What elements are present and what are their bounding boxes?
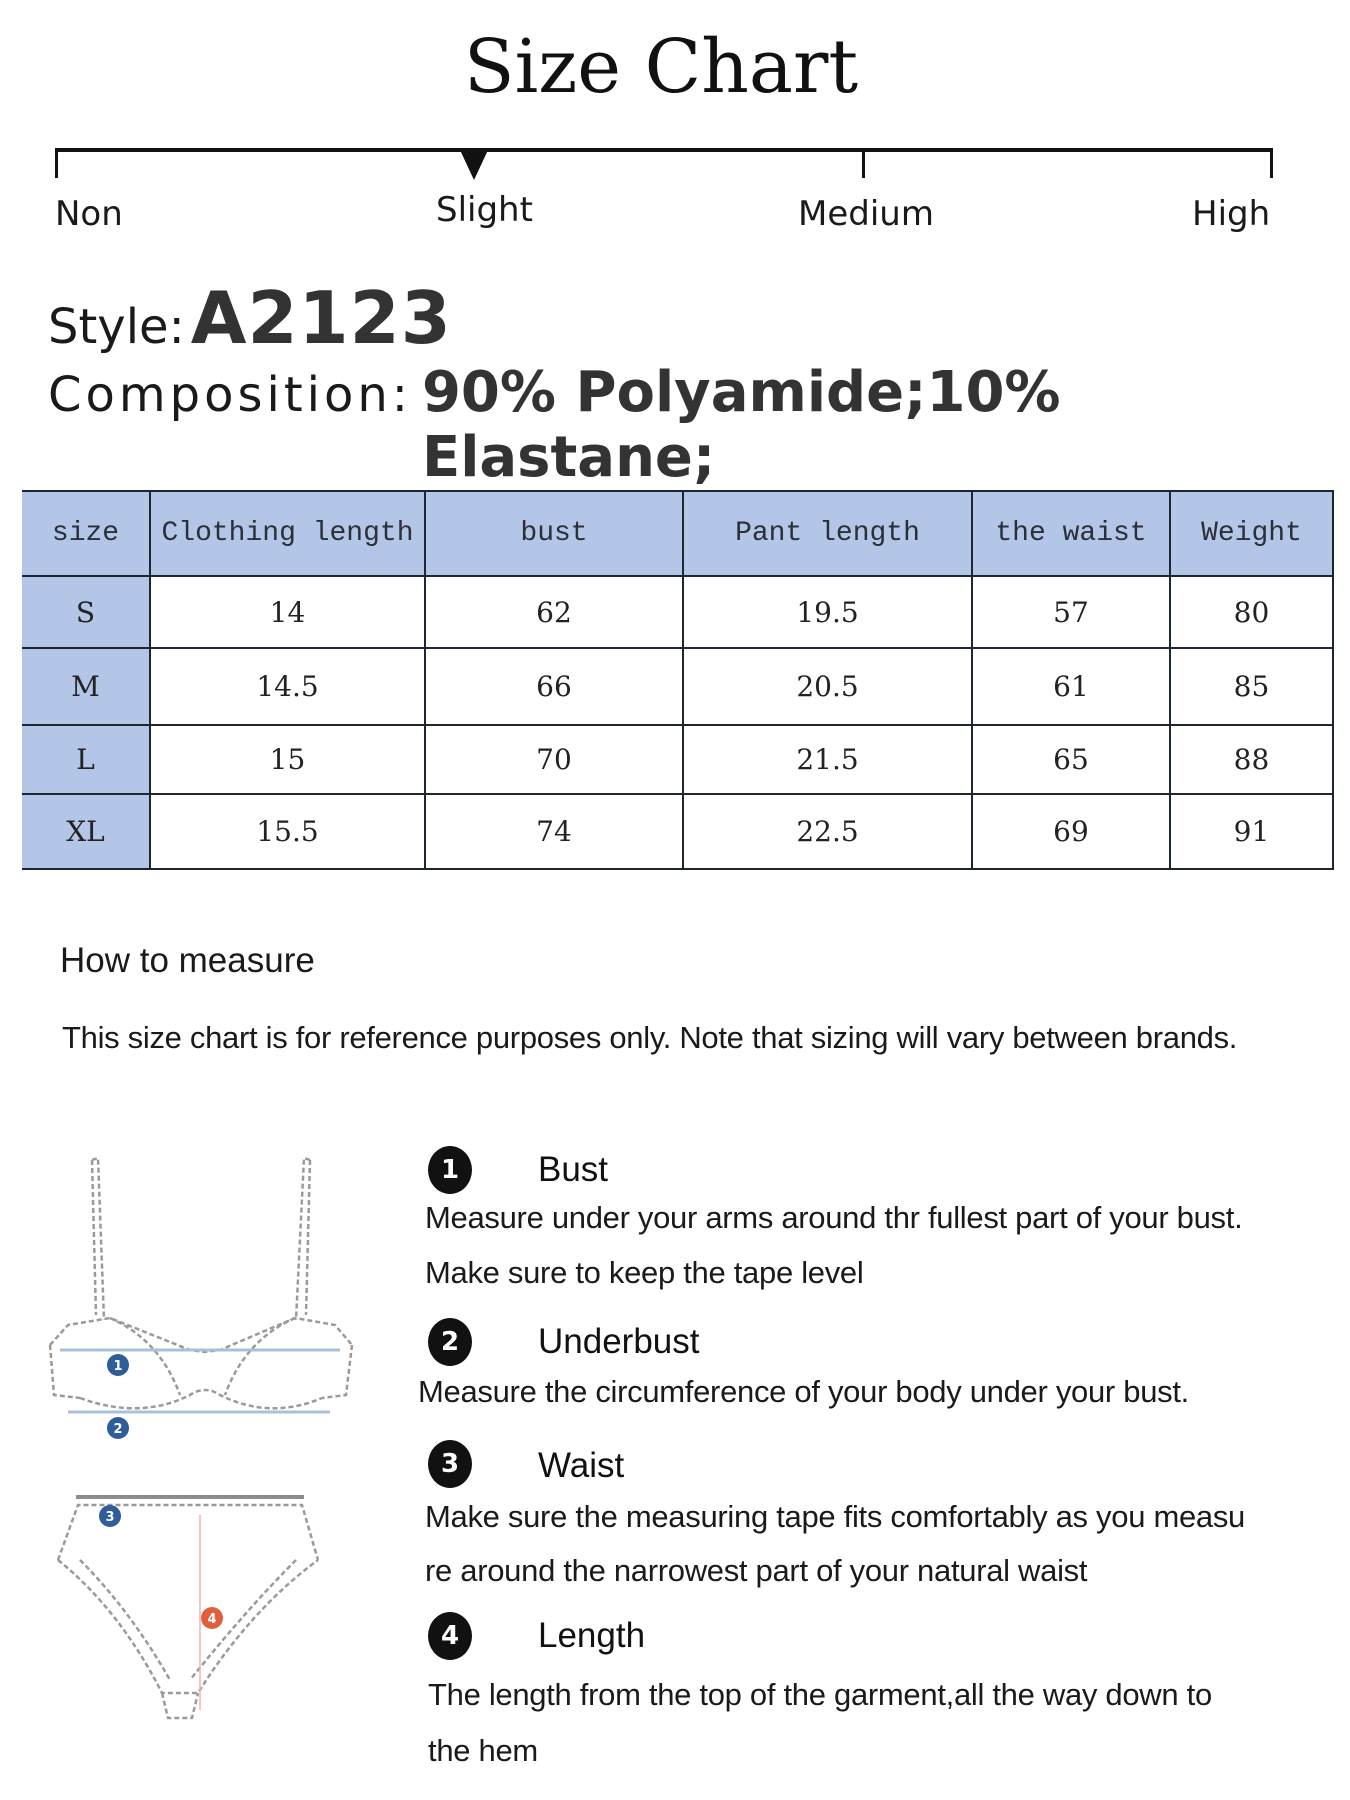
svg-text:1: 1 xyxy=(113,1359,123,1374)
item-text: Make sure the measuring tape fits comfortably as you measu xyxy=(425,1499,1245,1534)
number-4-icon: 4 xyxy=(428,1612,472,1660)
size-cell: S xyxy=(22,576,150,648)
clothing-length-cell: 14 xyxy=(150,576,425,648)
marker-4-icon xyxy=(201,1607,223,1629)
bust-cell: 62 xyxy=(425,576,683,648)
disclaimer-note: This size chart is for reference purposes only. Note that sizing will vary between brands. xyxy=(62,1020,1238,1055)
page-title: Size Chart xyxy=(463,24,859,110)
item-text: Measure the circumference of your body under your bust. xyxy=(418,1374,1189,1409)
column-header-clothing-length: Clothing length xyxy=(150,491,425,576)
size-cell: L xyxy=(22,725,150,794)
marker-2-icon xyxy=(107,1417,129,1439)
table-row xyxy=(22,794,1333,869)
table-row xyxy=(22,648,1333,725)
scale-label-non: Non xyxy=(55,194,123,234)
bust-cell: 70 xyxy=(425,725,683,794)
pant-length-cell: 20.5 xyxy=(683,648,972,725)
item-title: Underbust xyxy=(538,1322,700,1361)
size-table xyxy=(22,490,1334,870)
bust-cell: 66 xyxy=(425,648,683,725)
column-header-size: size xyxy=(22,491,150,576)
clothing-length-cell: 15 xyxy=(150,725,425,794)
table-row xyxy=(22,725,1333,794)
weight-cell: 80 xyxy=(1170,576,1333,648)
pant-length-cell: 22.5 xyxy=(683,794,972,869)
weight-cell: 91 xyxy=(1170,794,1333,869)
size-cell: XL xyxy=(22,794,150,869)
pant-length-cell: 21.5 xyxy=(683,725,972,794)
scale-tick-non xyxy=(55,148,58,178)
scale-line xyxy=(55,148,1273,152)
bust-cell: 74 xyxy=(425,794,683,869)
item-text: Measure under your arms around thr fullest part of your bust. xyxy=(425,1200,1243,1235)
brief-illustration xyxy=(58,1505,318,1718)
scale-tick-medium xyxy=(862,148,865,178)
column-header-weight: Weight xyxy=(1170,491,1333,576)
composition-value: 90% Polyamide;10% Elastane; xyxy=(421,360,1061,490)
scale-label-high: High xyxy=(1192,194,1271,234)
style-value: A2123 xyxy=(190,276,452,360)
composition-label: Composition: xyxy=(48,367,412,423)
composition-row xyxy=(48,360,1350,490)
marker-1-icon xyxy=(107,1354,129,1376)
triangle-down-icon xyxy=(460,150,488,180)
waist-cell: 57 xyxy=(972,576,1170,648)
item-text: Make sure to keep the tape level xyxy=(425,1255,864,1290)
item-title: Waist xyxy=(538,1446,625,1485)
clothing-length-cell: 14.5 xyxy=(150,648,425,725)
clothing-length-cell: 15.5 xyxy=(150,794,425,869)
scale-label-medium: Medium xyxy=(798,194,934,234)
item-text: the hem xyxy=(428,1733,538,1768)
item-text: re around the narrowest part of your natural waist xyxy=(425,1553,1088,1588)
number-1-icon: 1 xyxy=(428,1146,472,1194)
svg-text:2: 2 xyxy=(113,1422,123,1437)
svg-text:4: 4 xyxy=(207,1612,217,1627)
table-row xyxy=(22,576,1333,648)
bra-illustration xyxy=(50,1158,352,1408)
number-2-icon: 2 xyxy=(428,1318,472,1366)
weight-cell: 88 xyxy=(1170,725,1333,794)
marker-3-icon xyxy=(99,1505,121,1527)
item-title: Bust xyxy=(538,1150,609,1189)
waist-cell: 69 xyxy=(972,794,1170,869)
style-row xyxy=(48,276,452,360)
column-header-pant-length: Pant length xyxy=(683,491,972,576)
column-header-bust: bust xyxy=(425,491,683,576)
svg-text:3: 3 xyxy=(105,1510,115,1525)
table-header-row xyxy=(22,491,1333,576)
pant-length-cell: 19.5 xyxy=(683,576,972,648)
column-header-waist: the waist xyxy=(972,491,1170,576)
garment-illustration xyxy=(40,1140,370,1760)
how-to-measure-heading: How to measure xyxy=(60,941,315,980)
scale-tick-high xyxy=(1270,148,1273,178)
number-3-icon: 3 xyxy=(428,1440,472,1488)
style-label: Style: xyxy=(48,299,185,355)
size-cell: M xyxy=(22,648,150,725)
item-title: Length xyxy=(538,1616,646,1655)
weight-cell: 85 xyxy=(1170,648,1333,725)
waist-cell: 61 xyxy=(972,648,1170,725)
item-text: The length from the top of the garment,all the way down to xyxy=(428,1677,1212,1712)
scale-label-slight: Slight xyxy=(436,190,533,230)
waist-cell: 65 xyxy=(972,725,1170,794)
